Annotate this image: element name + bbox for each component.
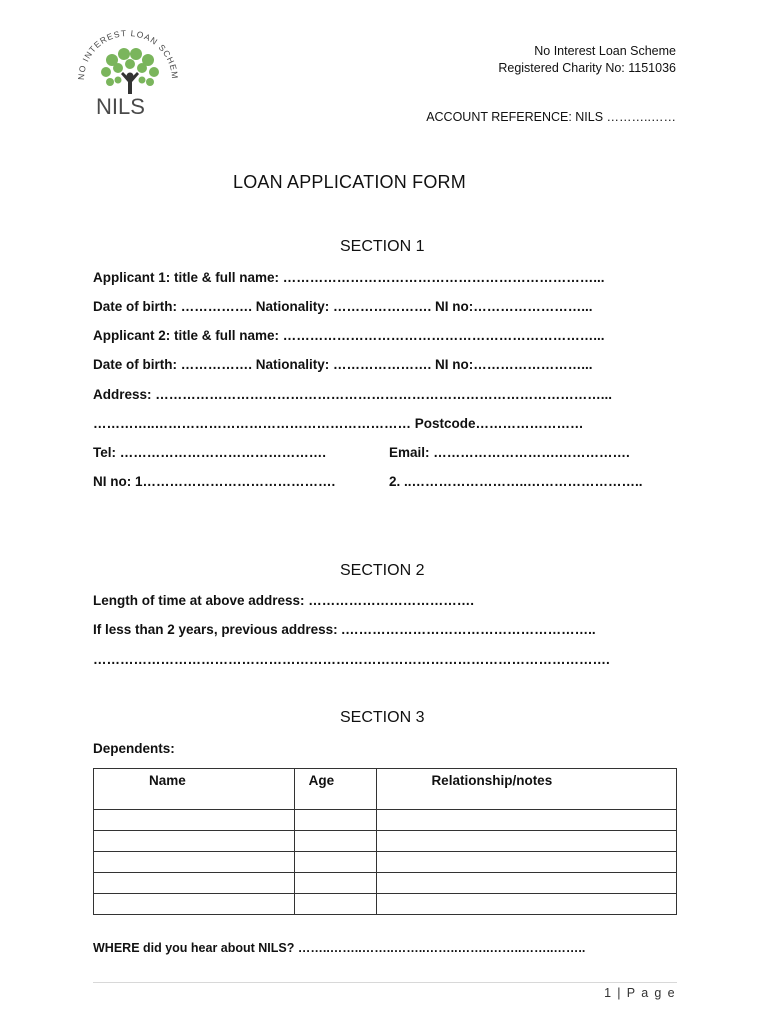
table-row [94, 831, 677, 852]
nils-logo [72, 22, 184, 122]
dependent-name-cell[interactable] [94, 894, 295, 915]
applicant-2-name-field[interactable]: Applicant 2: title & full name: ……………………………………………………………... [93, 328, 605, 343]
dependent-name-cell[interactable] [94, 873, 295, 894]
dependent-relationship-cell[interactable] [377, 852, 677, 873]
logo-wordmark: NILS [96, 94, 145, 119]
logo-arc-text: NO INTEREST LOAN SCHEM [75, 27, 181, 81]
email-field[interactable]: Email: ……………………….……………. [389, 445, 630, 460]
column-header-name: Name [94, 769, 295, 810]
column-header-relationship: Relationship/notes [377, 769, 677, 810]
table-row [94, 894, 677, 915]
dependent-name-cell[interactable] [94, 831, 295, 852]
page-number: 1 | P a g e [604, 986, 676, 1000]
tel-field[interactable]: Tel: ………………………………………. [93, 445, 327, 460]
tree-person-icon [72, 22, 184, 122]
ni-number-2-field[interactable]: 2. ..……………………..…………………….. [389, 474, 643, 489]
dependent-age-cell[interactable] [294, 852, 377, 873]
applicant-1-name-field[interactable]: Applicant 1: title & full name: ……………………………………………………………... [93, 270, 605, 285]
applicant-2-dob-nationality-ni-field[interactable]: Date of birth: ……………. Nationality: …………………. NI no:……………………... [93, 357, 593, 372]
dependents-label: Dependents: [93, 741, 175, 756]
address-postcode-field[interactable]: …………..………………………………………………… Postcode…………………… [93, 416, 584, 431]
dependent-relationship-cell[interactable] [377, 873, 677, 894]
dependent-age-cell[interactable] [294, 831, 377, 852]
dependent-relationship-cell[interactable] [377, 831, 677, 852]
dependents-table [93, 768, 677, 915]
table-row [94, 810, 677, 831]
charity-number: Registered Charity No: 1151036 [498, 61, 676, 75]
dependent-relationship-cell[interactable] [377, 894, 677, 915]
previous-address-field[interactable]: If less than 2 years, previous address: .……………………………………………….. [93, 622, 596, 637]
dependents-header-row [94, 769, 677, 810]
dependent-age-cell[interactable] [294, 810, 377, 831]
applicant-1-dob-nationality-ni-field[interactable]: Date of birth: ……………. Nationality: …………………. NI no:……………………... [93, 299, 593, 314]
page-title: LOAN APPLICATION FORM [233, 172, 466, 192]
account-reference[interactable]: ACCOUNT REFERENCE: NILS ………..…… [426, 110, 676, 124]
dependent-name-cell[interactable] [94, 852, 295, 873]
org-name: No Interest Loan Scheme [534, 44, 676, 58]
ni-number-1-field[interactable]: NI no: 1……………………………………. [93, 474, 336, 489]
dependent-age-cell[interactable] [294, 894, 377, 915]
heard-about-nils-field[interactable]: WHERE did you hear about NILS? ……..……..……..……..……..……..……..……..…….. [93, 941, 586, 955]
section-3-heading: SECTION 3 [340, 709, 425, 726]
dependent-name-cell[interactable] [94, 810, 295, 831]
dependent-age-cell[interactable] [294, 873, 377, 894]
dependent-relationship-cell[interactable] [377, 810, 677, 831]
previous-address-continued-field[interactable]: ……………………………………………………………………………………………………. [93, 652, 610, 667]
section-2-heading: SECTION 2 [340, 562, 425, 579]
table-row [94, 852, 677, 873]
footer-divider [93, 982, 677, 983]
length-at-address-field[interactable]: Length of time at above address: ………………………………. [93, 593, 475, 608]
table-row [94, 873, 677, 894]
column-header-age: Age [294, 769, 377, 810]
section-1-heading: SECTION 1 [340, 238, 425, 255]
address-field[interactable]: Address: ………………………………………………………………………………………... [93, 387, 613, 402]
